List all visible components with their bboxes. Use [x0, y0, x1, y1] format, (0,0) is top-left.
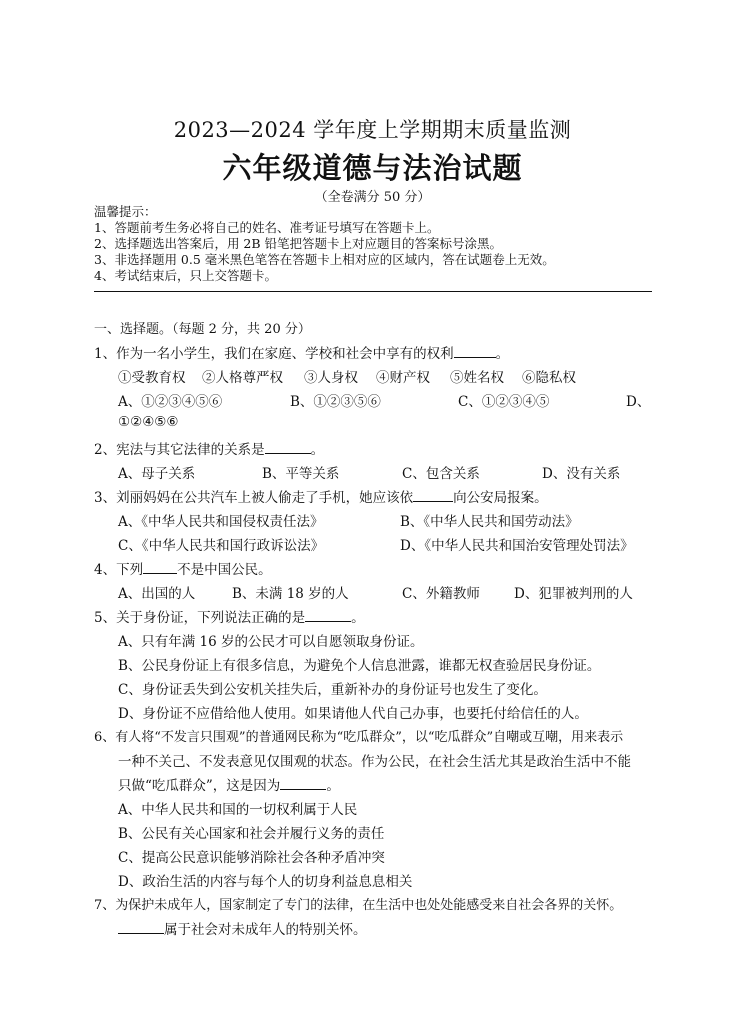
tips-heading: 温馨提示： — [94, 204, 157, 219]
option-c: C、外籍教师 — [402, 586, 480, 602]
option-d: D、身份证不应借给他人使用。如果请他人代自己办事，也要托付给信任的人。 — [118, 706, 588, 722]
tip-item: 4、考试结束后，只上交答题卡。 — [94, 268, 277, 283]
question-4-stem: 4、下列 不是中国公民。 — [94, 562, 272, 578]
option-a: A、①②③④⑤⑥ — [118, 394, 223, 410]
option-b: B、①②③⑤⑥ — [290, 394, 381, 410]
answer-blank — [118, 921, 164, 934]
option-d: D、政治生活的内容与每个人的切身利益息息相关 — [118, 874, 413, 890]
option-d: D、没有关系 — [542, 466, 621, 482]
answer-blank — [413, 489, 453, 502]
option-b: B、未满 18 岁的人 — [232, 586, 349, 602]
full-score-note: （全卷满分 50 分） — [314, 190, 431, 205]
question-1-stem: 1、作为一名小学生，我们在家庭、学校和社会中享有的权利 。 — [94, 346, 510, 362]
question-6-stem-line2: 一种不关己、不发表意见仅围观的状态。作为公民，在社会生活尤其是政治生活中不能 — [118, 754, 631, 770]
answer-blank — [454, 345, 496, 358]
answer-blank — [305, 609, 351, 622]
question-3-stem: 3、刘丽妈妈在公共汽车上被人偷走了手机，她应该依 向公安局报案。 — [94, 490, 548, 506]
question-7-stem-line2: 属于社会对未成年人的特别关怀。 — [118, 918, 367, 938]
option-a: A、出国的人 — [118, 586, 196, 602]
option-c: C、包含关系 — [402, 466, 480, 482]
tip-item: 1、答题前考生务必将自己的姓名、准考证号填写在答题卡上。 — [94, 220, 440, 235]
option-c: C、身份证丢失到公安机关挂失后，重新补办的身份证号也发生了变化。 — [118, 682, 547, 698]
section-title: 一、选择题。（每题 2 分，共 20 分） — [94, 322, 311, 337]
answer-blank — [280, 777, 326, 790]
tip-item: 2、选择题选出答案后，用 2B 铅笔把答题卡上对应题目的答案标号涂黑。 — [94, 236, 503, 251]
option-c: C、《中华人民共和国行政诉讼法》 — [118, 538, 325, 554]
option-a: A、《中华人民共和国侵权责任法》 — [118, 514, 324, 530]
tips-block — [94, 204, 654, 284]
option-b: B、公民有关心国家和社会并履行义务的责任 — [118, 826, 385, 842]
divider — [94, 291, 652, 292]
option-c: C、①②③④⑤ — [458, 394, 550, 410]
exam-subject-title: 六年级道德与法治试题 — [222, 151, 523, 185]
option-d: D、犯罪被判刑的人 — [514, 586, 633, 602]
option-b: B、平等关系 — [262, 466, 340, 482]
exam-page: 2023—2024 学年度上学期期末质量监测 六年级道德与法治试题 （全卷满分 50 分） 温馨提示： 1、答题前考生务必将自己的姓名、准考证号填写在答题卡上。 2、选择题选出答案后，用 2B 铅笔把答题卡上对应题目的答案标号涂黑。 3、非选择题用 0.5 毫米黑色笔答在答题卡上相对应的区域内，答在试题卷上无效。 4、考试结束后，只上交答题卡。 一、选择题。（每题 2 分，共 20 分） 1、作为一名小学生，我们在家庭、学校和社会中享有的权利 。 ①受教育权 ②人格尊严权 ③人身权 ④财产权 ⑤姓名权 ⑥隐私权 A、①②③④⑤⑥ B、①②③⑤⑥ C、①②③④⑤ D、 ①②④⑤⑥ 2、宪法与其它法律的关系是 。 A、母子关系 B、平等关系 C、包含关系 D、没有关系 3、刘丽妈妈在公共汽车上被人偷走了手机，她应该依 向公安局报案。 A、《中华人民共和国侵权责任法》 B、《中华人民共和国劳动法》 C、《中华人民共和国行政诉讼法》 D、《中华人民共和国治安管理处罚法》 4、下列 不是中国公民。 A、出国的人 B、未满 18 岁的人 C、外籍教师 D、犯罪被判刑的人 5、关于身份证，下列说法正确的是 。 A、只有年满 16 岁的公民才可以自愿领取身份证。 B、公民身份证上有很多信息，为避免个人信息泄露，谁都无权查验居民身份证。 C、身份证丢失到公安机关挂失后，重新补办的身份证号也发生了变化。 D、身份证不应借给他人使用。如果请他人代自己办事，也要托付给信任的人。 6、有人将“不发言只围观”的普通网民称为“吃瓜群众”，以“吃瓜群众”自嘲或互嘲，用来表示 一种不关己、不发表意见仅围观的状态。作为公民，在社会生活尤其是政治生活中不能 只做“吃瓜群众”，这是因为 。 A、中华人民共和国的一切权利属于人民 B、公民有关心国家和社会并履行义务的责任 C、提高公民意识能够消除社会各种矛盾冲突 D、政治生活的内容与每个人的切身利益息息相关 7、为保护未成年人，国家制定了专门的法律，在生活中也处处能感受来自社会各界的关怀。 属于社会对未成年人的特别关怀。 — [0, 0, 745, 1032]
question-6-stem-line1: 6、有人将“不发言只围观”的普通网民称为“吃瓜群众”，以“吃瓜群众”自嘲或互嘲，用来表示 — [94, 730, 624, 745]
option-d: D、《中华人民共和国治安管理处罚法》 — [400, 538, 634, 554]
question-5-stem: 5、关于身份证，下列说法正确的是 。 — [94, 610, 365, 626]
option-d-continued: ①②④⑤⑥ — [118, 414, 179, 430]
exam-period-title: 2023—2024 学年度上学期期末质量监测 — [173, 118, 572, 142]
option-b: B、《中华人民共和国劳动法》 — [400, 514, 579, 530]
option-a: A、只有年满 16 岁的公民才可以自愿领取身份证。 — [118, 634, 424, 650]
option-a: A、中华人民共和国的一切权利属于人民 — [118, 802, 358, 818]
answer-blank — [265, 441, 311, 454]
question-7-stem-line1: 7、为保护未成年人，国家制定了专门的法律，在生活中也处处能感受来自社会各界的关怀。 — [94, 898, 623, 913]
option-c: C、提高公民意识能够消除社会各种矛盾冲突 — [118, 850, 385, 866]
option-a: A、母子关系 — [118, 466, 196, 482]
tip-item: 3、非选择题用 0.5 毫米黑色笔答在答题卡上相对应的区域内，答在试题卷上无效。 — [94, 252, 555, 267]
option-b: B、公民身份证上有很多信息，为避免个人信息泄露，谁都无权查验居民身份证。 — [118, 658, 601, 674]
question-2-stem: 2、宪法与其它法律的关系是 。 — [94, 442, 325, 458]
question-6-stem-line3: 只做“吃瓜群众”，这是因为 。 — [118, 778, 340, 794]
option-d: D、 — [626, 394, 651, 410]
answer-blank — [143, 561, 177, 574]
